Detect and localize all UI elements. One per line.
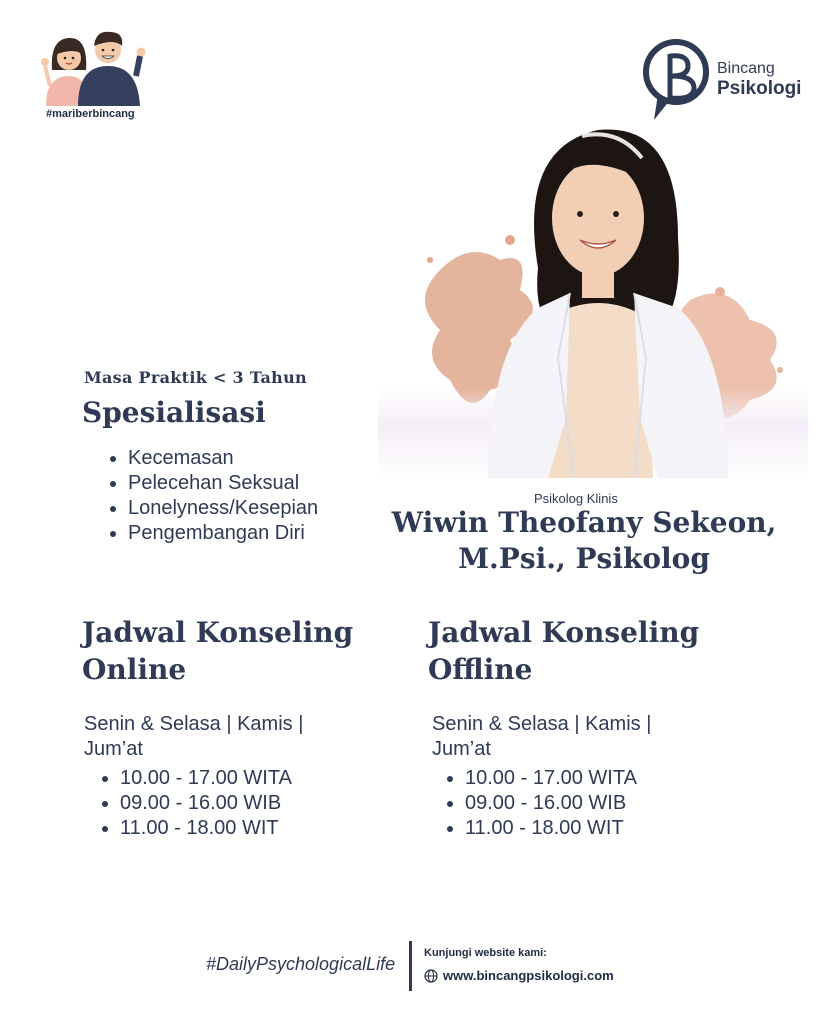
specialization-item: Pengembangan Diri xyxy=(106,521,318,546)
specialization-item: Kecemasan xyxy=(106,446,318,471)
psychologist-name: Wiwin Theofany Sekeon, xyxy=(391,506,777,539)
website-link[interactable]: www.bincangpsikologi.com xyxy=(443,968,614,983)
specialization-title: Spesialisasi xyxy=(82,396,266,429)
online-schedule-times xyxy=(98,766,292,841)
practice-duration: Masa Praktik < 3 Tahun xyxy=(84,368,307,387)
bincang-psikologi-logo[interactable] xyxy=(640,36,800,124)
time-slot: 10.00 - 17.00 WITA xyxy=(443,766,637,791)
logo-text-psikologi: Psikologi xyxy=(717,78,802,99)
bullet-icon xyxy=(110,481,116,487)
specialization-item: Lonelyness/Kesepian xyxy=(106,496,318,521)
online-schedule-title: Jadwal Konseling Online xyxy=(82,616,354,686)
hashtag-mariberbincang: #mariberbincang xyxy=(46,108,135,120)
globe-icon xyxy=(424,969,438,983)
bullet-icon xyxy=(110,506,116,512)
psychologist-credentials: M.Psi., Psikolog xyxy=(458,542,710,575)
time-slot: 09.00 - 16.00 WIB xyxy=(98,791,292,816)
bullet-icon xyxy=(447,801,453,807)
time-slot: 11.00 - 18.00 WIT xyxy=(443,816,637,841)
bullet-icon xyxy=(110,456,116,462)
b-speech-bubble-logo-icon xyxy=(640,36,712,124)
bullet-icon xyxy=(102,776,108,782)
logo-text-bincang: Bincang xyxy=(717,60,775,77)
visit-website-label: Kunjungi website kami: xyxy=(424,947,547,959)
bullet-icon xyxy=(102,801,108,807)
bullet-icon xyxy=(102,826,108,832)
role-label: Psikolog Klinis xyxy=(534,491,618,506)
bullet-icon xyxy=(447,776,453,782)
time-slot: 11.00 - 18.00 WIT xyxy=(98,816,292,841)
time-slot: 09.00 - 16.00 WIB xyxy=(443,791,637,816)
bullet-icon xyxy=(447,826,453,832)
time-slot: 10.00 - 17.00 WITA xyxy=(98,766,292,791)
waving-couple-icon xyxy=(40,26,146,106)
offline-schedule-times xyxy=(443,766,637,841)
daily-psychological-life-hashtag: #DailyPsychologicalLife xyxy=(206,954,396,974)
offline-schedule-title: Jadwal Konseling Offline xyxy=(428,616,700,686)
offline-schedule-days: Senin & Selasa | Kamis | Jum’at xyxy=(432,713,652,760)
online-schedule-days: Senin & Selasa | Kamis | Jum’at xyxy=(84,713,304,760)
footer-divider xyxy=(409,941,412,991)
specialization-item: Pelecehan Seksual xyxy=(106,471,318,496)
specialization-list xyxy=(106,446,318,546)
bullet-icon xyxy=(110,531,116,537)
psychologist-portrait xyxy=(478,118,738,478)
